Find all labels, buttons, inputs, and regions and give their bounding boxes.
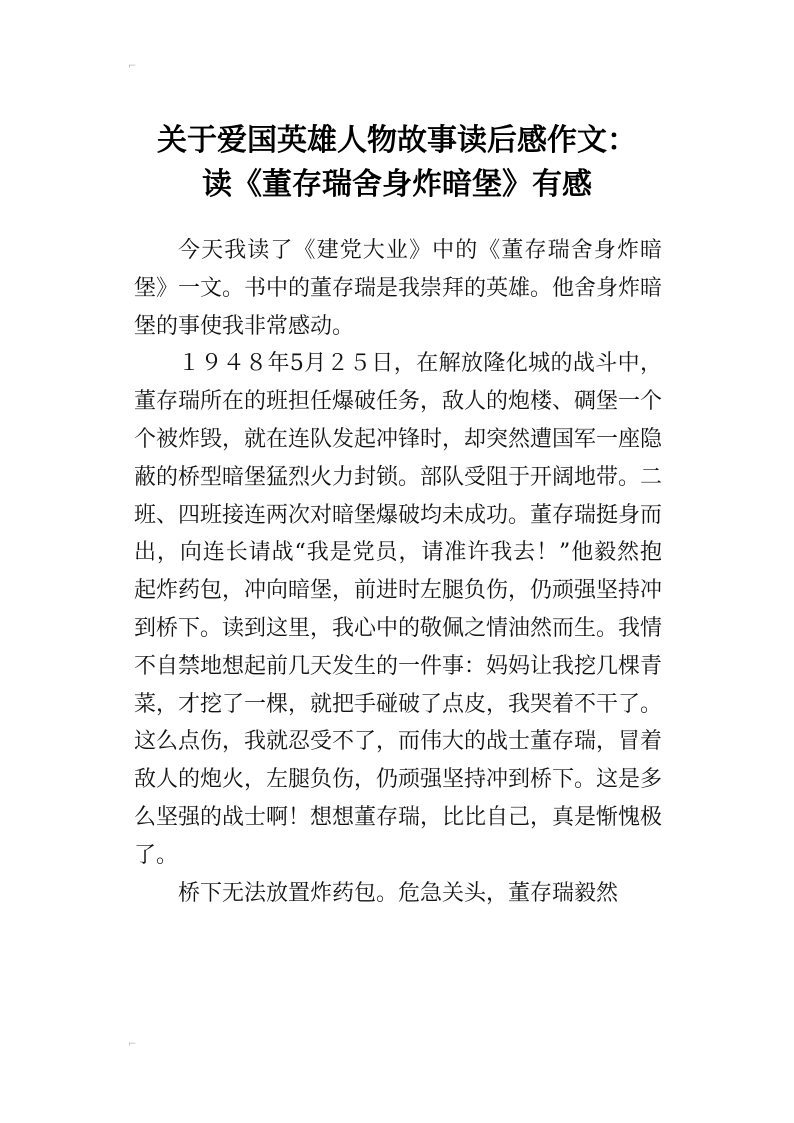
paragraph-3: 桥下无法放置炸药包。危急关头，董存瑞毅然 <box>178 880 619 906</box>
corner-mark-bottom-left: ⌐ <box>128 1039 137 1050</box>
title-line-1: 关于爱国英雄人物故事读后感作文： <box>157 123 637 159</box>
corner-mark-top-left: ⌐ <box>128 61 137 72</box>
paragraph-1: 今天我读了《建党大业》中的《董存瑞舍身炸暗堡》一文。书中的董存瑞是我崇拜的英雄。他舍身炸暗堡的事使我非常感动。 <box>134 238 663 339</box>
article-body <box>134 232 662 912</box>
page-title <box>0 119 794 207</box>
paragraph-2: １９４８年5月２５日，在解放隆化城的战斗中，董存瑞所在的班担任爆破任务，敌人的炮楼、碉堡一个个被炸毁，就在连队发起冲锋时，却突然遭国军一座隐蔽的桥型暗堡猛烈火力封锁。部队受阻于开阔地带。二班、四班接连两次对暗堡爆破均未成功。董存瑞挺身而出，向连长请战“我是党员，请准许我去！”他毅然抱起炸药包，冲向暗堡，前进时左腿负伤，仍顽强坚持冲到桥下。读到这里，我心中的敬佩之情油然而生。我情不自禁地想起前几天发生的一件事：妈妈让我挖几棵青菜，才挖了一棵，就把手碰破了点皮，我哭着不干了。这么点伤，我就忍受不了，而伟大的战士董存瑞，冒着敌人的炮火，左腿负伤，仍顽强坚持冲到桥下。这是多么坚强的战士啊！想想董存瑞，比比自己，真是惭愧极了。 <box>134 351 663 868</box>
title-line-2: 读《董存瑞舍身炸暗堡》有感 <box>202 167 592 203</box>
